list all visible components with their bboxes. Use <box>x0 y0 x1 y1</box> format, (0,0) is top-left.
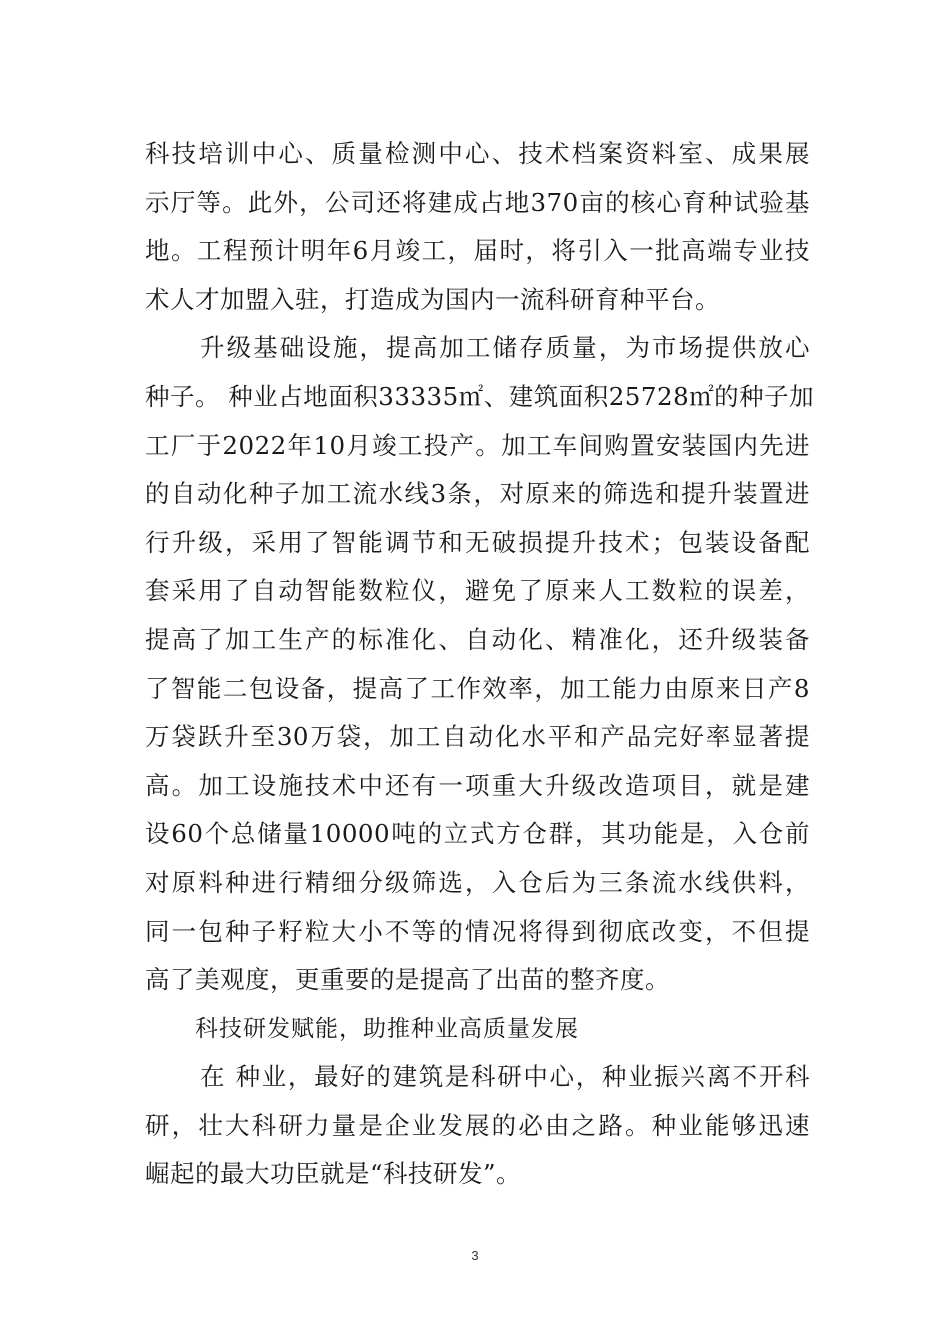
paragraph-first-line: 在 种业，最好的建筑是科研中心，种业振兴离不开科 <box>200 1062 810 1092</box>
document-body <box>145 130 815 1199</box>
text-line: 术人才加盟入驻，打造成为国内一流科研育种平台。 <box>145 284 720 314</box>
text-line: 地。工程预计明年6月竣工，届时，将引入一批高端专业技 <box>145 236 810 266</box>
text-line: 种子。 种业占地面积33335㎡、建筑面积25728㎡的种子加 <box>145 381 815 411</box>
text-line: 行升级，采用了智能调节和无破损提升技术；包装设备配 <box>145 527 810 557</box>
text-line: 高。加工设施技术中还有一项重大升级改造项目，就是建 <box>145 770 810 800</box>
text-line: 同一包种子籽粒大小不等的情况将得到彻底改变，不但提 <box>145 916 810 946</box>
text-line: 崛起的最大功臣就是“科技研发”。 <box>145 1159 522 1189</box>
text-line: 工厂于2022年10月竣工投产。加工车间购置安装国内先进 <box>145 430 810 460</box>
text-line: 万袋跃升至30万袋，加工自动化水平和产品完好率显著提 <box>145 722 810 752</box>
paragraph-first-line: 升级基础设施，提高加工储存质量，为市场提供放心 <box>200 333 810 363</box>
text-line: 高了美观度，更重要的是提高了出苗的整齐度。 <box>145 965 670 995</box>
text-line: 了智能二包设备，提高了工作效率，加工能力由原来日产8 <box>145 673 810 703</box>
text-line: 研，壮大科研力量是企业发展的必由之路。种业能够迅速 <box>145 1110 810 1140</box>
text-line: 科技培训中心、质量检测中心、技术档案资料室、成果展 <box>145 139 810 168</box>
text-line: 提高了加工生产的标准化、自动化、精准化，还升级装备 <box>145 624 810 654</box>
section-heading: 科技研发赋能，助推种业高质量发展 <box>195 1015 579 1042</box>
text-line: 设60个总储量10000吨的立式方仓群，其功能是，入仓前 <box>145 819 810 849</box>
text-line: 套采用了自动智能数粒仪，避免了原来人工数粒的误差， <box>145 576 810 606</box>
text-line: 的自动化种子加工流水线3条，对原来的筛选和提升装置进 <box>145 479 810 509</box>
text-line: 示厅等。此外，公司还将建成占地370亩的核心育种试验基 <box>145 187 810 217</box>
page-number: 3 <box>471 1248 479 1263</box>
text-line: 对原料种进行精细分级筛选，入仓后为三条流水线供料， <box>145 867 810 897</box>
